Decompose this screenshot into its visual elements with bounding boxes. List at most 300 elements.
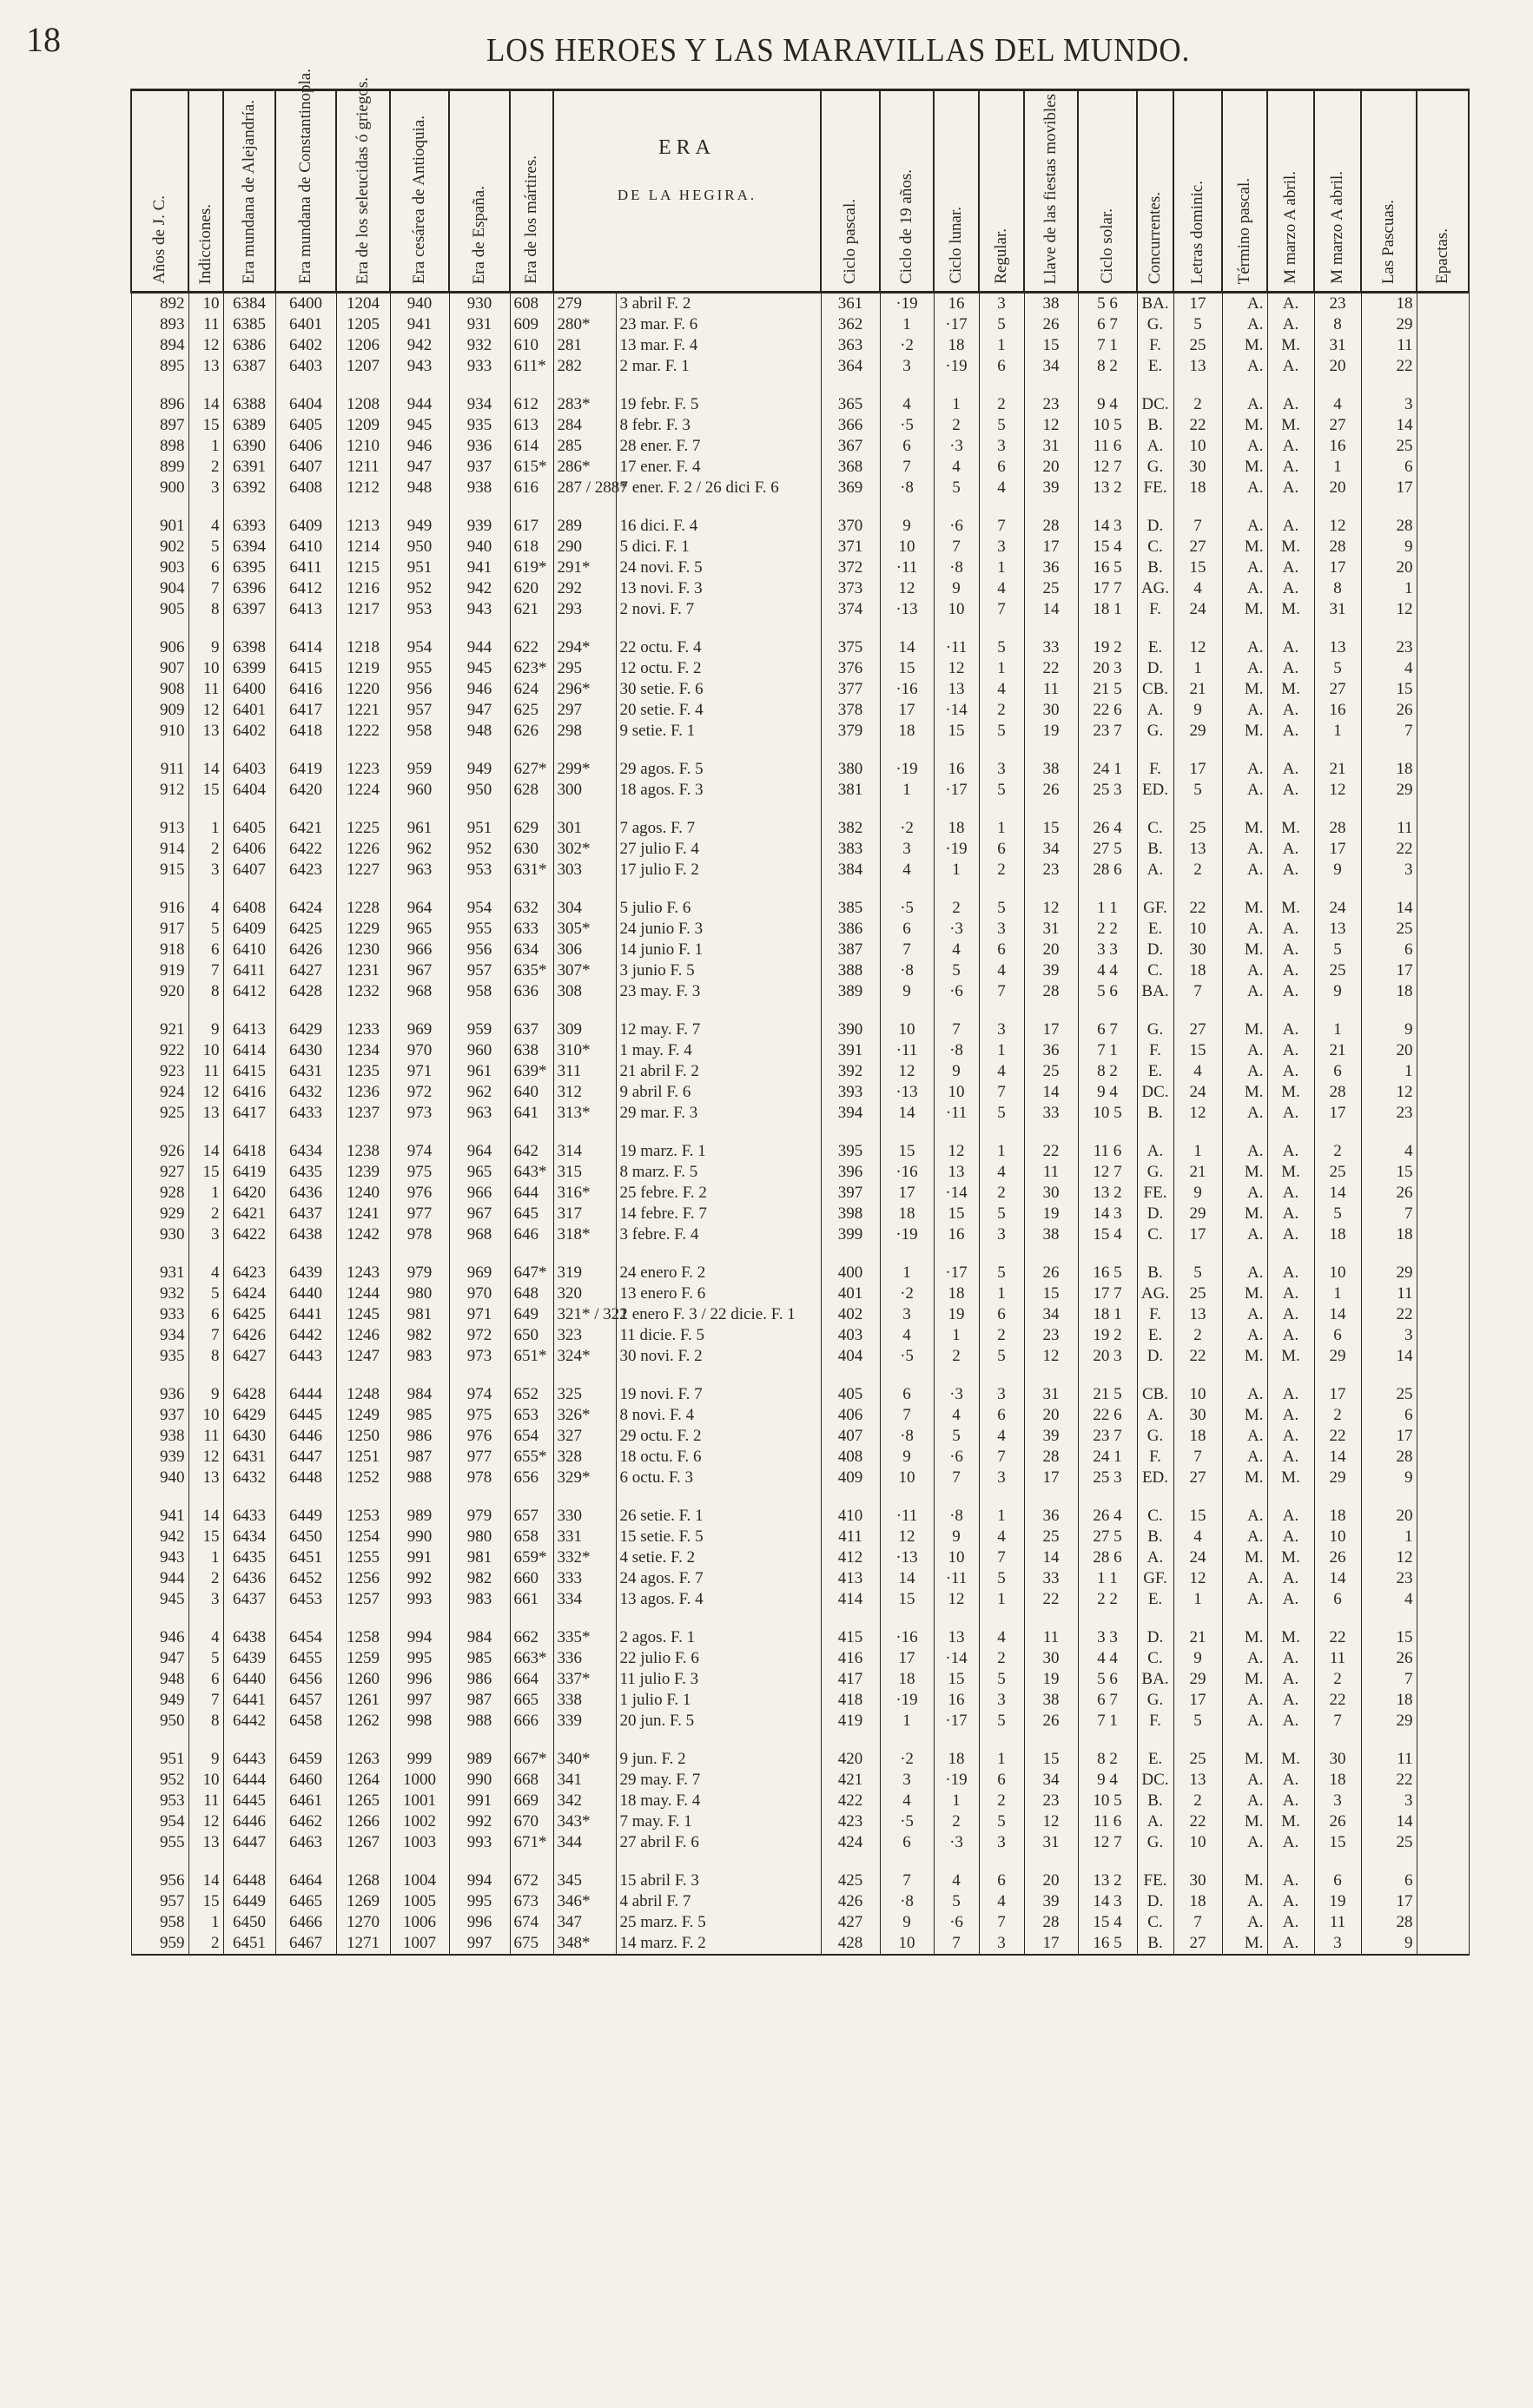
- table-cell: 25: [1024, 578, 1078, 599]
- table-cell: 23 7: [1078, 721, 1137, 742]
- table-cell: C.: [1137, 1506, 1173, 1527]
- table-row: [131, 1627, 1469, 1648]
- table-cell: 635*: [510, 960, 553, 981]
- table-row: [131, 1870, 1469, 1891]
- table-cell: 3: [979, 1690, 1024, 1711]
- table-cell: 958: [390, 721, 449, 742]
- table-cell: D.: [1137, 1346, 1173, 1367]
- table-cell: 6407: [223, 860, 275, 881]
- table-cell: GF.: [1137, 1568, 1173, 1589]
- table-row: [131, 335, 1469, 356]
- spacer-cell: [336, 1367, 390, 1384]
- table-cell: 29: [1173, 1204, 1222, 1224]
- table-cell: 6429: [223, 1405, 275, 1426]
- table-cell: 18 1: [1078, 1304, 1137, 1325]
- spacer-cell: [553, 1002, 616, 1019]
- table-cell: F.: [1137, 1447, 1173, 1468]
- table-cell: A.: [1267, 314, 1314, 335]
- spacer-cell: [821, 1732, 880, 1749]
- table-cell: 952: [131, 1770, 188, 1791]
- spacer-cell: [1078, 620, 1137, 637]
- table-cell: 16: [934, 1224, 979, 1245]
- table-cell: 18: [1314, 1770, 1361, 1791]
- table-cell: [1417, 658, 1469, 679]
- spacer-cell: [131, 498, 188, 516]
- table-cell: M.: [1267, 1811, 1314, 1832]
- table-cell: G.: [1137, 1426, 1173, 1447]
- table-cell: 10: [880, 1019, 934, 1040]
- table-cell: 29: [1361, 780, 1417, 801]
- spacer-cell: [553, 498, 616, 516]
- table-cell: 12 7: [1078, 1832, 1137, 1853]
- table-row: [131, 1019, 1469, 1040]
- table-cell: 11 6: [1078, 1141, 1137, 1162]
- spacer-cell: [275, 1245, 336, 1263]
- table-cell: G.: [1137, 1690, 1173, 1711]
- spacer-cell: [880, 1124, 934, 1141]
- table-cell: 6440: [223, 1669, 275, 1690]
- table-cell: 966: [390, 940, 449, 960]
- table-cell: 28: [1361, 1912, 1417, 1933]
- table-cell: 377: [821, 679, 880, 700]
- table-cell: 995: [390, 1648, 449, 1669]
- spacer-cell: [131, 1610, 188, 1627]
- table-cell: 919: [131, 960, 188, 981]
- table-cell: ·19: [880, 759, 934, 780]
- table-cell: 347: [553, 1912, 616, 1933]
- spacer-cell: [821, 498, 880, 516]
- table-cell: BA.: [1137, 1669, 1173, 1690]
- table-cell: 24 enero F. 2: [616, 1263, 821, 1283]
- table-cell: 4: [1361, 1141, 1417, 1162]
- table-cell: 17: [1024, 1019, 1078, 1040]
- table-cell: 1: [979, 1283, 1024, 1304]
- spacer-cell: [616, 620, 821, 637]
- table-cell: 17: [1361, 1891, 1417, 1912]
- table-cell: M.: [1222, 1547, 1267, 1568]
- table-cell: 25 3: [1078, 1468, 1137, 1488]
- table-cell: ·2: [880, 1283, 934, 1304]
- spacer-cell: [1078, 1853, 1137, 1870]
- spacer-cell: [1417, 1367, 1469, 1384]
- table-cell: 4: [1361, 1589, 1417, 1610]
- spacer-cell: [188, 1732, 223, 1749]
- table-cell: 6436: [223, 1568, 275, 1589]
- table-cell: 1: [934, 1791, 979, 1811]
- table-cell: 406: [821, 1405, 880, 1426]
- table-cell: 9: [1314, 860, 1361, 881]
- table-cell: A.: [1222, 1648, 1267, 1669]
- table-cell: 1210: [336, 436, 390, 457]
- table-cell: M.: [1267, 415, 1314, 436]
- table-cell: 6: [979, 1304, 1024, 1325]
- table-cell: A.: [1267, 1040, 1314, 1061]
- table-cell: A.: [1222, 1568, 1267, 1589]
- table-cell: ·19: [880, 1690, 934, 1711]
- table-cell: 21: [1173, 679, 1222, 700]
- table-cell: 30: [1024, 700, 1078, 721]
- table-cell: 12: [1314, 780, 1361, 801]
- table-cell: 918: [131, 940, 188, 960]
- table-cell: 15: [188, 1891, 223, 1912]
- table-cell: 980: [449, 1527, 510, 1547]
- table-cell: 5: [979, 1346, 1024, 1367]
- table-cell: 25: [1361, 436, 1417, 457]
- table-cell: C.: [1137, 1224, 1173, 1245]
- spacer-cell: [1314, 1124, 1361, 1141]
- table-cell: 6407: [275, 457, 336, 478]
- table-cell: 1267: [336, 1832, 390, 1853]
- table-cell: 38: [1024, 1224, 1078, 1245]
- spacer-cell: [616, 1245, 821, 1263]
- table-cell: G.: [1137, 1832, 1173, 1853]
- table-cell: 953: [390, 599, 449, 620]
- table-cell: 27 5: [1078, 1527, 1137, 1547]
- spacer-cell: [1173, 1124, 1222, 1141]
- table-cell: 11: [1361, 818, 1417, 839]
- table-cell: 25: [1024, 1061, 1078, 1082]
- table-body: [131, 293, 1469, 1956]
- table-cell: 4: [979, 1162, 1024, 1183]
- table-cell: 1005: [390, 1891, 449, 1912]
- spacer-cell: [275, 1853, 336, 1870]
- table-cell: 20: [1024, 1870, 1078, 1891]
- table-cell: 21: [1173, 1627, 1222, 1648]
- table-cell: 994: [390, 1627, 449, 1648]
- table-row: [131, 898, 1469, 919]
- spacer-cell: [1417, 1853, 1469, 1870]
- table-cell: 6431: [223, 1447, 275, 1468]
- table-cell: 1270: [336, 1912, 390, 1933]
- spacer-cell: [1222, 1732, 1267, 1749]
- spacer-cell: [1314, 498, 1361, 516]
- table-cell: 996: [390, 1669, 449, 1690]
- table-cell: 7: [1173, 1447, 1222, 1468]
- table-cell: 640: [510, 1082, 553, 1103]
- spacer-cell: [1137, 1124, 1173, 1141]
- table-cell: 9: [1314, 981, 1361, 1002]
- table-cell: ·16: [880, 1162, 934, 1183]
- spacer-cell: [1361, 498, 1417, 516]
- table-cell: 337*: [553, 1669, 616, 1690]
- table-cell: 639*: [510, 1061, 553, 1082]
- table-cell: 941: [390, 314, 449, 335]
- table-cell: 15 4: [1078, 1224, 1137, 1245]
- table-cell: 985: [390, 1405, 449, 1426]
- table-cell: 7: [880, 940, 934, 960]
- table-cell: 3: [188, 478, 223, 498]
- table-cell: A.: [1222, 1711, 1267, 1732]
- table-cell: 1: [1314, 721, 1361, 742]
- table-cell: 10: [934, 599, 979, 620]
- table-cell: 374: [821, 599, 880, 620]
- table-cell: 6417: [223, 1103, 275, 1124]
- table-cell: 20: [1314, 478, 1361, 498]
- table-cell: [1417, 1589, 1469, 1610]
- table-cell: 1000: [390, 1770, 449, 1791]
- column-header-row: [131, 90, 1469, 293]
- table-cell: 11: [1024, 679, 1078, 700]
- table-cell: 12: [188, 1082, 223, 1103]
- table-cell: 15: [880, 1589, 934, 1610]
- table-cell: 14: [188, 1870, 223, 1891]
- table-cell: A.: [1267, 1690, 1314, 1711]
- table-cell: A.: [1222, 1832, 1267, 1853]
- table-cell: 978: [390, 1224, 449, 1245]
- table-cell: A.: [1267, 1384, 1314, 1405]
- table-cell: 6400: [223, 679, 275, 700]
- table-cell: 924: [131, 1082, 188, 1103]
- table-cell: 39: [1024, 960, 1078, 981]
- spacer-cell: [1173, 1002, 1222, 1019]
- table-cell: B.: [1137, 1103, 1173, 1124]
- table-cell: A.: [1137, 1811, 1173, 1832]
- table-cell: 9: [188, 1019, 223, 1040]
- table-cell: 3: [979, 537, 1024, 557]
- table-cell: [1417, 314, 1469, 335]
- table-cell: 6: [880, 1832, 934, 1853]
- table-cell: [1417, 940, 1469, 960]
- table-cell: ·13: [880, 1547, 934, 1568]
- spacer-cell: [1314, 1853, 1361, 1870]
- spacer-cell: [1173, 377, 1222, 394]
- table-cell: 19: [934, 1304, 979, 1325]
- table-cell: 925: [131, 1103, 188, 1124]
- table-cell: 15: [1024, 335, 1078, 356]
- table-cell: 17: [1024, 537, 1078, 557]
- table-cell: 6453: [275, 1589, 336, 1610]
- spacer-cell: [880, 1853, 934, 1870]
- table-cell: 6412: [275, 578, 336, 599]
- spacer-cell: [979, 742, 1024, 759]
- spacer-cell: [336, 881, 390, 898]
- table-cell: 13 enero F. 6: [616, 1283, 821, 1304]
- table-cell: 15: [880, 1141, 934, 1162]
- table-row: [131, 1304, 1469, 1325]
- table-cell: 2: [934, 1811, 979, 1832]
- table-cell: 2 mar. F. 1: [616, 356, 821, 377]
- spacer-cell: [553, 1488, 616, 1506]
- table-cell: 3: [880, 1304, 934, 1325]
- table-cell: 23 may. F. 3: [616, 981, 821, 1002]
- table-cell: 6456: [275, 1669, 336, 1690]
- table-cell: 8 2: [1078, 1749, 1137, 1770]
- col-header-ciclo-pascal: Ciclo pascal.: [821, 90, 880, 293]
- table-cell: 6: [1361, 1405, 1417, 1426]
- table-cell: 1 1: [1078, 898, 1137, 919]
- table-cell: 14 junio F. 1: [616, 940, 821, 960]
- table-cell: 6429: [275, 1019, 336, 1040]
- spacer-cell: [1361, 881, 1417, 898]
- table-cell: 942: [131, 1527, 188, 1547]
- table-cell: 6: [979, 356, 1024, 377]
- table-cell: 955: [131, 1832, 188, 1853]
- table-cell: 7: [1314, 1711, 1361, 1732]
- table-cell: 387: [821, 940, 880, 960]
- table-cell: M.: [1222, 1082, 1267, 1103]
- table-cell: 18: [934, 818, 979, 839]
- table-cell: 6432: [223, 1468, 275, 1488]
- table-cell: 21 5: [1078, 679, 1137, 700]
- table-cell: 9: [1173, 700, 1222, 721]
- table-cell: 13: [188, 356, 223, 377]
- spacer-cell: [131, 1488, 188, 1506]
- table-cell: 9: [1361, 1468, 1417, 1488]
- table-row: [131, 1162, 1469, 1183]
- table-cell: 299*: [553, 759, 616, 780]
- table-cell: 5: [979, 721, 1024, 742]
- table-cell: 932: [449, 335, 510, 356]
- table-row: [131, 1589, 1469, 1610]
- table-cell: 945: [390, 415, 449, 436]
- table-cell: 952: [390, 578, 449, 599]
- table-cell: 3: [880, 356, 934, 377]
- spacer-cell: [510, 1488, 553, 1506]
- table-cell: ·2: [880, 818, 934, 839]
- table-cell: A.: [1222, 1183, 1267, 1204]
- table-cell: D.: [1137, 516, 1173, 537]
- table-cell: 30: [1024, 1183, 1078, 1204]
- table-cell: M.: [1267, 1082, 1314, 1103]
- table-cell: 1: [880, 780, 934, 801]
- table-cell: 1236: [336, 1082, 390, 1103]
- table-cell: 19 marz. F. 1: [616, 1141, 821, 1162]
- table-cell: 953: [131, 1791, 188, 1811]
- spacer-cell: [1267, 377, 1314, 394]
- table-row: [131, 1283, 1469, 1304]
- table-cell: E.: [1137, 1325, 1173, 1346]
- table-cell: 6439: [275, 1263, 336, 1283]
- table-cell: 26 4: [1078, 818, 1137, 839]
- spacer-cell: [1078, 881, 1137, 898]
- table-cell: A.: [1222, 1304, 1267, 1325]
- col-header-marzo-abril-1: M marzo A abril.: [1267, 90, 1314, 293]
- table-cell: 344: [553, 1832, 616, 1853]
- spacer-cell: [336, 1245, 390, 1263]
- table-cell: 12: [880, 578, 934, 599]
- table-cell: 7: [1173, 981, 1222, 1002]
- table-cell: 13: [188, 1103, 223, 1124]
- spacer-cell: [510, 620, 553, 637]
- spacer-cell: [1078, 1124, 1137, 1141]
- spacer-cell: [553, 377, 616, 394]
- table-cell: 17: [1361, 960, 1417, 981]
- table-row: [131, 578, 1469, 599]
- table-cell: 916: [131, 898, 188, 919]
- table-cell: 24 agos. F. 7: [616, 1568, 821, 1589]
- table-cell: 1: [880, 1263, 934, 1283]
- table-cell: M.: [1222, 415, 1267, 436]
- spacer-cell: [1173, 1488, 1222, 1506]
- spacer-cell: [390, 1488, 449, 1506]
- spacer-cell: [1361, 742, 1417, 759]
- table-cell: 14: [188, 1141, 223, 1162]
- table-cell: B.: [1137, 1263, 1173, 1283]
- spacer-cell: [880, 498, 934, 516]
- group-separator: [131, 742, 1469, 759]
- spacer-cell: [1361, 1367, 1417, 1384]
- spacer-cell: [336, 742, 390, 759]
- table-cell: 3: [979, 1832, 1024, 1853]
- table-cell: 21 abril F. 2: [616, 1061, 821, 1082]
- spacer-cell: [1361, 1853, 1417, 1870]
- table-cell: 1225: [336, 818, 390, 839]
- col-header-era-antioquia: Era cesárea de Antioquia.: [390, 90, 449, 293]
- table-cell: 1228: [336, 898, 390, 919]
- table-cell: 9: [880, 1447, 934, 1468]
- table-cell: 39: [1024, 478, 1078, 498]
- table-cell: A.: [1267, 1770, 1314, 1791]
- table-cell: 630: [510, 839, 553, 860]
- table-cell: A.: [1222, 1426, 1267, 1447]
- table-cell: 934: [131, 1325, 188, 1346]
- spacer-cell: [1314, 1610, 1361, 1627]
- table-cell: 943: [390, 356, 449, 377]
- table-cell: 6427: [275, 960, 336, 981]
- table-cell: A.: [1267, 1325, 1314, 1346]
- table-cell: 4: [979, 1891, 1024, 1912]
- table-cell: 999: [390, 1749, 449, 1770]
- table-cell: 22: [1173, 1346, 1222, 1367]
- table-cell: 14: [188, 1506, 223, 1527]
- spacer-cell: [1361, 1245, 1417, 1263]
- table-cell: 6450: [223, 1912, 275, 1933]
- spacer-cell: [821, 1488, 880, 1506]
- table-cell: 11 6: [1078, 436, 1137, 457]
- table-cell: 366: [821, 415, 880, 436]
- table-cell: 4: [880, 394, 934, 415]
- spacer-cell: [223, 881, 275, 898]
- group-separator: [131, 1853, 1469, 1870]
- table-cell: ·11: [934, 1568, 979, 1589]
- table-cell: 15 abril F. 3: [616, 1870, 821, 1891]
- table-cell: M.: [1267, 1346, 1314, 1367]
- table-cell: 6: [188, 1304, 223, 1325]
- table-cell: 415: [821, 1627, 880, 1648]
- table-cell: 6 octu. F. 3: [616, 1468, 821, 1488]
- table-cell: 2: [1314, 1141, 1361, 1162]
- table-cell: 1256: [336, 1568, 390, 1589]
- table-cell: D.: [1137, 1891, 1173, 1912]
- spacer-cell: [223, 1732, 275, 1749]
- table-cell: 1230: [336, 940, 390, 960]
- spacer-cell: [1173, 742, 1222, 759]
- table-cell: 12: [188, 1447, 223, 1468]
- table-cell: 411: [821, 1527, 880, 1547]
- table-cell: [1417, 1547, 1469, 1568]
- table-cell: 13: [188, 1468, 223, 1488]
- table-cell: 6420: [223, 1183, 275, 1204]
- table-cell: 4: [188, 516, 223, 537]
- table-cell: 623*: [510, 658, 553, 679]
- table-cell: 942: [390, 335, 449, 356]
- table-cell: F.: [1137, 1040, 1173, 1061]
- spacer-cell: [821, 801, 880, 818]
- table-cell: [1417, 860, 1469, 881]
- table-cell: A.: [1137, 1405, 1173, 1426]
- table-cell: 1254: [336, 1527, 390, 1547]
- table-cell: 10: [880, 537, 934, 557]
- table-cell: 619*: [510, 557, 553, 578]
- table-cell: 947: [131, 1648, 188, 1669]
- table-cell: 29: [1173, 721, 1222, 742]
- table-cell: 26: [1024, 1711, 1078, 1732]
- table-cell: 952: [449, 839, 510, 860]
- table-cell: 13: [934, 1627, 979, 1648]
- table-cell: 384: [821, 860, 880, 881]
- table-cell: 957: [449, 960, 510, 981]
- table-cell: M.: [1222, 1283, 1267, 1304]
